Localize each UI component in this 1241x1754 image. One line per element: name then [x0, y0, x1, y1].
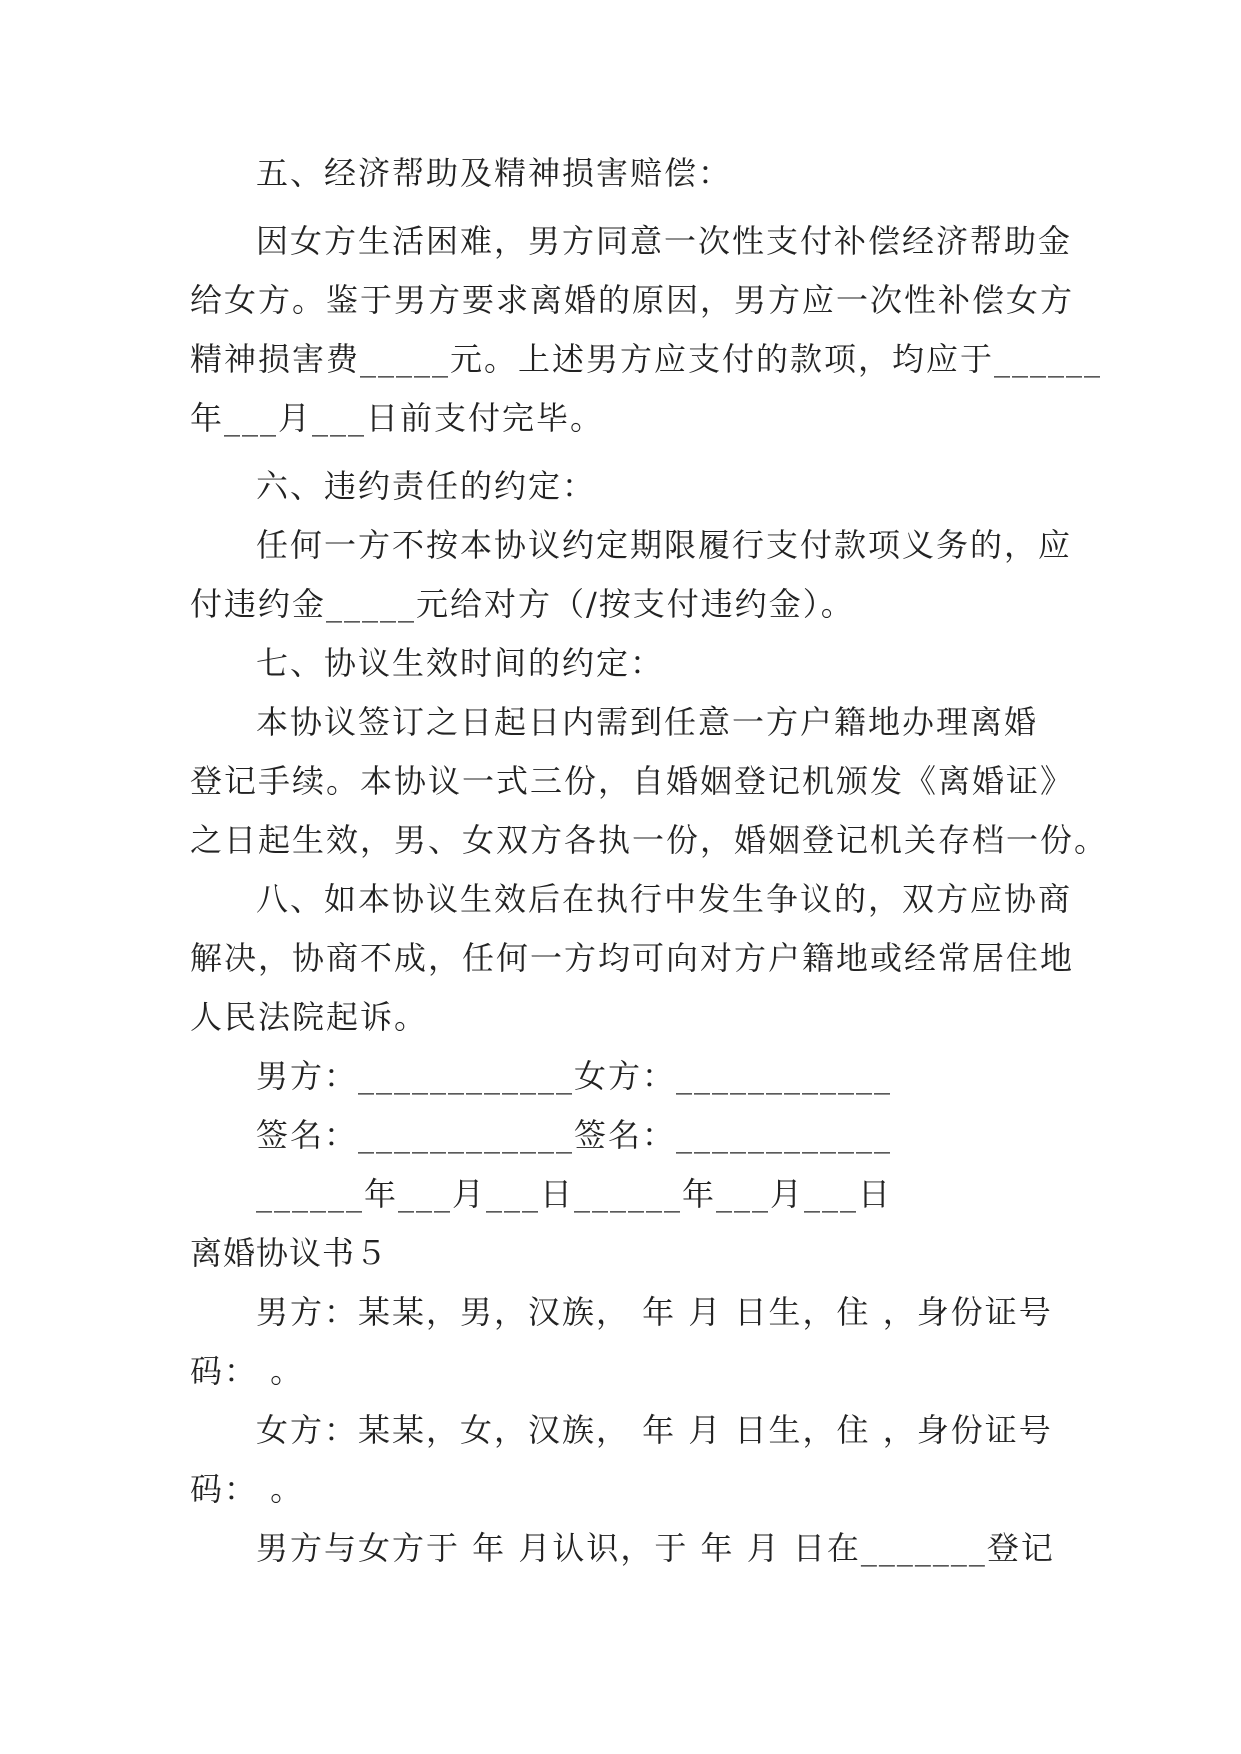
section-heading-5: 五、经济帮助及精神损害赔偿：	[256, 154, 733, 192]
section-heading-7: 七、协议生效时间的约定：	[256, 644, 665, 682]
signature-party-line: 男方：____________女方：____________	[256, 1057, 893, 1095]
paragraph-line: 男方与女方于 年 月认识，于 年 月 日在_______登记	[256, 1529, 1055, 1567]
signature-name-line: 签名：____________签名：____________	[256, 1116, 893, 1154]
agreement-title: 离婚协议书５	[190, 1234, 389, 1272]
party-info-male: 男方：某某，男，汉族， 年 月 日生，住 ，身份证号	[256, 1293, 1053, 1331]
party-info-female-id: 码： 。	[190, 1470, 305, 1508]
paragraph-line: 因女方生活困难，男方同意一次性支付补偿经济帮助金	[256, 222, 1073, 260]
paragraph-line: 付违约金_____元给对方（/按支付违约金）。	[190, 585, 855, 623]
paragraph-line: 人民法院起诉。	[190, 998, 429, 1036]
paragraph-line: 解决，协商不成，任何一方均可向对方户籍地或经常居住地	[190, 939, 1075, 977]
paragraph-line: 登记手续。本协议一式三份，自婚姻登记机颁发《离婚证》	[190, 762, 1075, 800]
paragraph-line: 给女方。鉴于男方要求离婚的原因，男方应一次性补偿女方	[190, 281, 1075, 319]
paragraph-line: 本协议签订之日起日内需到任意一方户籍地办理离婚	[256, 703, 1039, 741]
paragraph-line: 任何一方不按本协议约定期限履行支付款项义务的，应	[256, 526, 1073, 564]
signature-date-line: ______年___月___日______年___月___日	[256, 1175, 893, 1213]
paragraph-line: 精神损害费_____元。上述男方应支付的款项，均应于______	[190, 340, 1103, 378]
paragraph-line: 年___月___日前支付完毕。	[190, 399, 605, 437]
party-info-male-id: 码： 。	[190, 1352, 305, 1390]
party-info-female: 女方：某某，女，汉族， 年 月 日生，住 ，身份证号	[256, 1411, 1053, 1449]
section-heading-8: 八、如本协议生效后在执行中发生争议的，双方应协商	[256, 880, 1073, 918]
paragraph-line: 之日起生效，男、女双方各执一份，婚姻登记机关存档一份。	[190, 821, 1109, 859]
section-heading-6: 六、违约责任的约定：	[256, 467, 597, 505]
